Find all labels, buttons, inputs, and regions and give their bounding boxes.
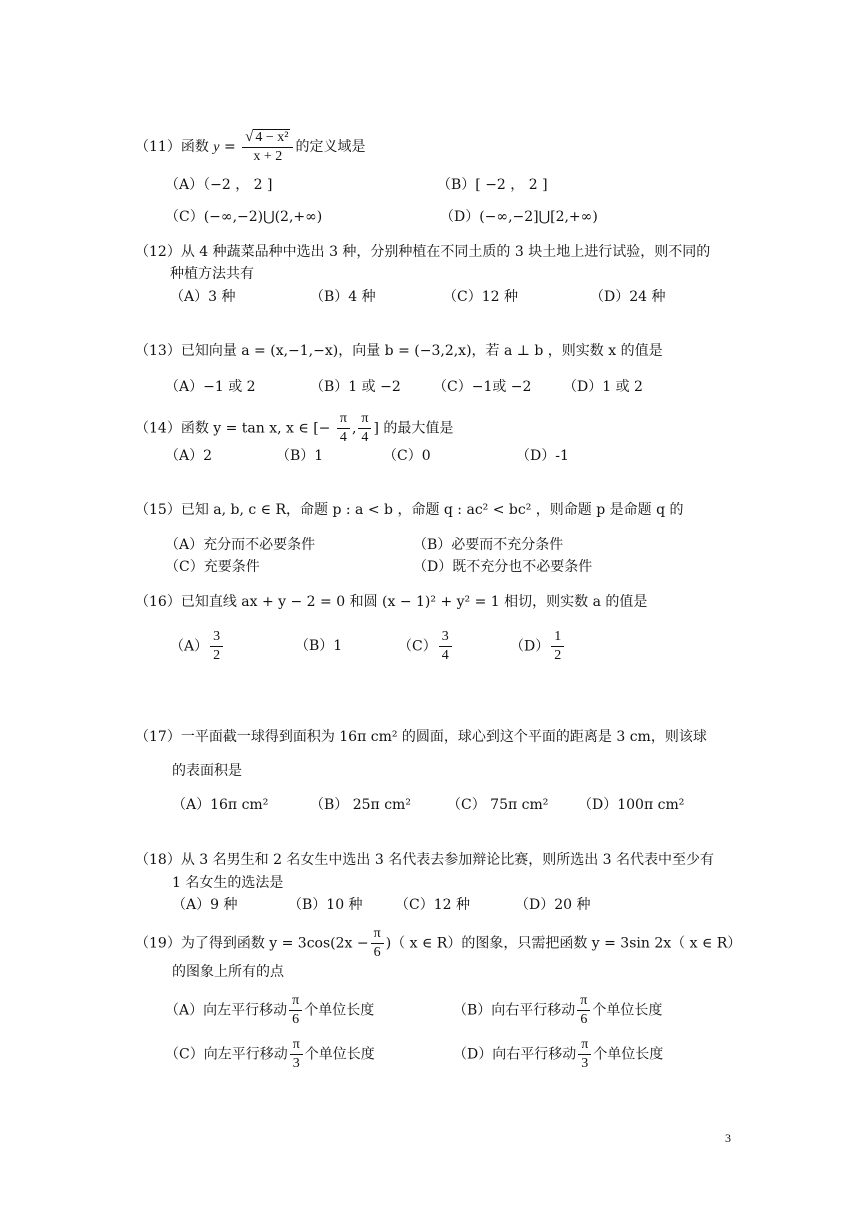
q18-option-b: （B）10 种 bbox=[288, 897, 363, 913]
fraction-sqrt: $\frac{\text{√ 4 − x²}}{x + 2}$ bbox=[242, 128, 293, 166]
q18-option-a: （A）9 种 bbox=[172, 897, 238, 913]
q13-option-d: （D）1 或 2 bbox=[563, 379, 643, 395]
q15-option-d: （D）既不充分也不必要条件 bbox=[413, 559, 593, 575]
question-17-line1: （17）一平面截一球得到面积为 16π cm² 的圆面，球心到这个平面的距离是 3 cm，则该球 bbox=[135, 729, 707, 745]
question-15-stem: （15）已知 a, b, c ∈ R，命题 p : a < b ，命题 q : ac² < bc² ，则命题 p 是命题 q 的 bbox=[135, 502, 684, 518]
q18-option-c: （C）12 种 bbox=[395, 897, 470, 913]
q15-option-a: （A）充分而不必要条件 bbox=[165, 537, 316, 553]
q14-option-b: （B）1 bbox=[276, 448, 324, 464]
fraction-1-2: $\frac{1}{2}$ bbox=[551, 628, 564, 665]
q14-option-d: （D）-1 bbox=[516, 448, 569, 464]
q19-option-c: （C）向左平行移动 $\frac{\pi}{3}$ 个单位长度 bbox=[165, 1037, 375, 1071]
question-18-line1: （18）从 3 名男生和 2 名女生中选出 3 名代表去参加辩论比赛，则所选出 3 名代表中至少有 bbox=[135, 852, 715, 868]
q15-option-c: （C）充要条件 bbox=[165, 559, 260, 575]
q16-option-c: （C） $\frac{3}{4}$ bbox=[398, 628, 454, 665]
q11-option-a: （A）（−2 ， 2 ] bbox=[165, 177, 273, 193]
question-19-stem: （19）为了得到函数 y = 3cos(2x − $\frac{\pi}{6}$ )（ x ∈ R）的图象，只需把函数 y = 3sin 2x（ x ∈ R） bbox=[135, 926, 742, 960]
question-12-line2: 种植方法共有 bbox=[170, 266, 254, 282]
question-18-line2: 1 名女生的选法是 bbox=[172, 875, 284, 891]
q15-option-b: （B）必要而不充分条件 bbox=[413, 537, 564, 553]
q12-option-a: （A）3 种 bbox=[170, 289, 236, 305]
fraction-3-2: $\frac{3}{2}$ bbox=[210, 628, 223, 665]
page-number: 3 bbox=[725, 1131, 731, 1145]
q13-option-c: （C）−1或 −2 bbox=[433, 379, 532, 395]
question-14-stem: （14）函数 y = tan x, x ∈ [− $\frac{\pi}{4}$ , $\frac{\pi}{4}$ ] 的最大值是 bbox=[135, 411, 454, 445]
question-11-stem: （11）函数 y = $\frac{\text{√ 4 − x²}}{x + 2}$ 的定义域是 bbox=[135, 129, 366, 164]
q12-option-b: （B）4 种 bbox=[310, 289, 376, 305]
q19-option-a: （A）向左平行移动 $\frac{\pi}{6}$ 个单位长度 bbox=[165, 993, 375, 1027]
fraction-pi-4-b: $\frac{\pi}{4}$ bbox=[358, 410, 371, 447]
q11-option-c: （C）(−∞,−2)⋃(2,+∞) bbox=[165, 209, 323, 225]
q17-option-b: （B） 25π cm² bbox=[310, 797, 411, 813]
question-19-line2: 的图象上所有的点 bbox=[172, 964, 284, 980]
q17-option-d: （D）100π cm² bbox=[578, 797, 685, 813]
q12-option-d: （D）24 种 bbox=[590, 289, 666, 305]
question-17-line2: 的表面积是 bbox=[172, 763, 242, 779]
q17-option-a: （A）16π cm² bbox=[172, 797, 269, 813]
q19-option-d: （D）向右平行移动 $\frac{\pi}{3}$ 个单位长度 bbox=[453, 1037, 664, 1071]
q18-option-d: （D）20 种 bbox=[515, 897, 591, 913]
q11-option-b: （B）[ −2 ， 2 ] bbox=[437, 177, 548, 193]
q13-option-b: （B）1 或 −2 bbox=[310, 379, 401, 395]
question-13-stem: （13）已知向量 a = (x,−1,−x)，向量 b = (−3,2,x)，若 a ⊥ b ，则实数 x 的值是 bbox=[135, 343, 663, 359]
q11-option-d: （D）(−∞,−2]⋃[2,+∞) bbox=[440, 209, 598, 225]
fraction-3-4: $\frac{3}{4}$ bbox=[439, 628, 452, 665]
q17-option-c: （C） 75π cm² bbox=[447, 797, 549, 813]
fraction-pi-4-a: $\frac{\pi}{4}$ bbox=[337, 410, 350, 447]
question-16-stem: （16）已知直线 ax + y − 2 = 0 和圆 (x − 1)² + y² = 1 相切，则实数 a 的值是 bbox=[135, 594, 648, 610]
q14-option-c: （C）0 bbox=[383, 448, 431, 464]
q16-option-d: （D） $\frac{1}{2}$ bbox=[510, 628, 566, 665]
q13-option-a: （A）−1 或 2 bbox=[165, 379, 256, 395]
q14-option-a: （A）2 bbox=[165, 448, 213, 464]
q16-option-a: （A） $\frac{3}{2}$ bbox=[170, 628, 225, 665]
q16-option-b: （B）1 bbox=[295, 638, 343, 654]
fraction-pi-6: $\frac{\pi}{6}$ bbox=[371, 925, 384, 962]
fraction-pi-6-a: $\frac{\pi}{6}$ bbox=[289, 992, 302, 1029]
fraction-pi-6-b: $\frac{\pi}{6}$ bbox=[577, 992, 590, 1029]
fraction-pi-3-c: $\frac{\pi}{3}$ bbox=[290, 1036, 303, 1073]
fraction-pi-3-d: $\frac{\pi}{3}$ bbox=[578, 1036, 591, 1073]
q19-option-b: （B）向右平行移动 $\frac{\pi}{6}$ 个单位长度 bbox=[453, 993, 663, 1027]
question-12-line1: （12）从 4 种蔬菜品种中选出 3 种，分别种植在不同土质的 3 块土地上进行试验，则不同的 bbox=[135, 244, 711, 260]
q12-option-c: （C）12 种 bbox=[443, 289, 518, 305]
